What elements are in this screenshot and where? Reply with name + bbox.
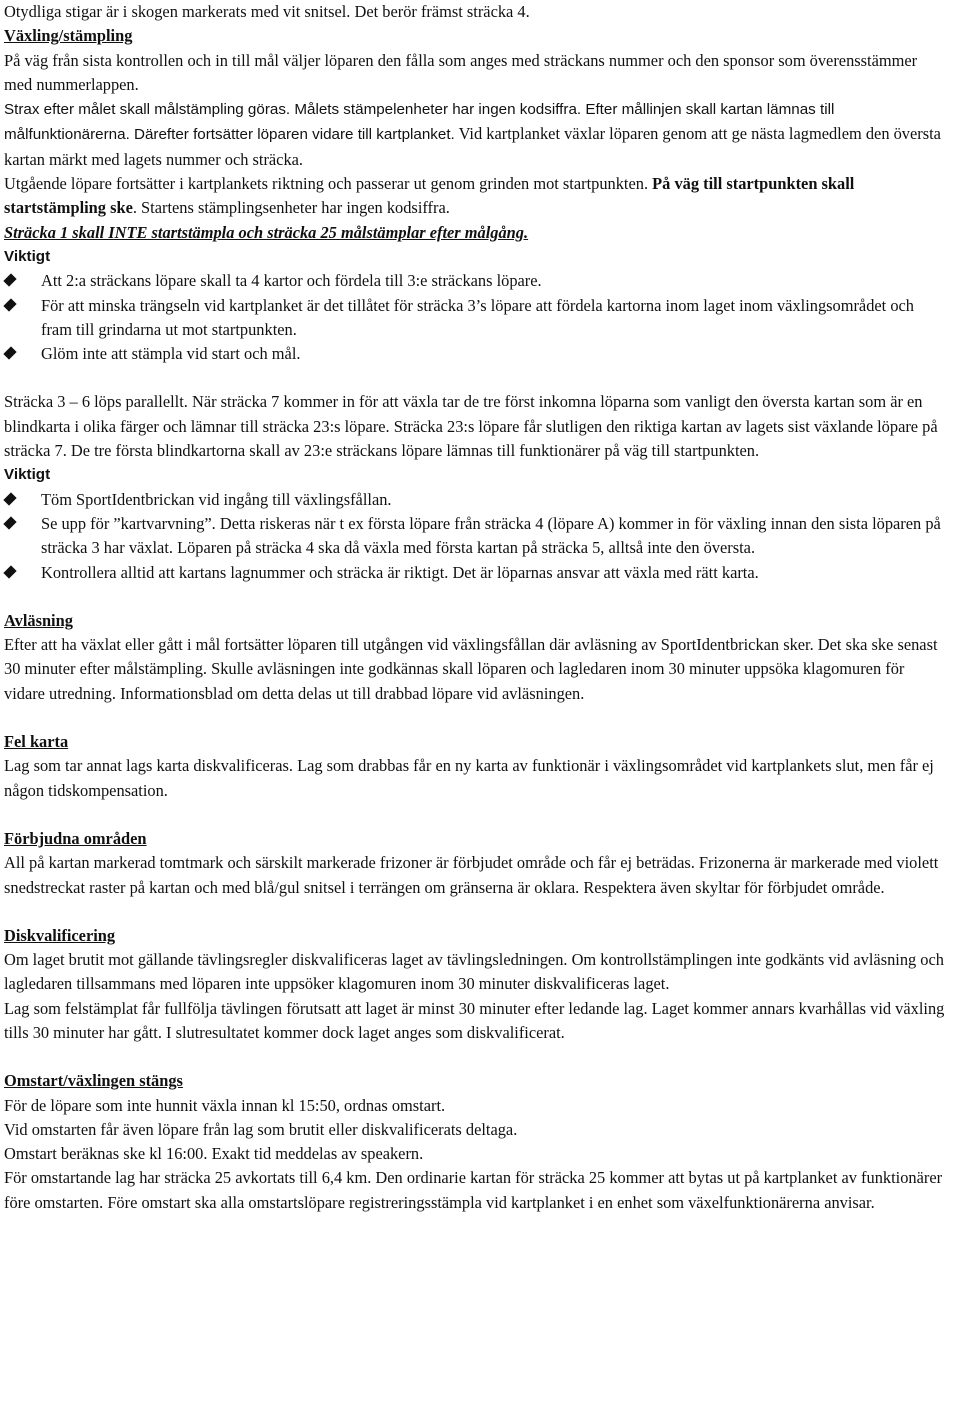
viktigt-label-1: Viktigt [4,247,51,265]
utgaende-paragraph [4,172,948,221]
parallel-paragraph: Sträcka 3 – 6 löps parallellt. När sträcka 7 kommer in för att växla tar de tre först inkomna löparna som vanligt den översta kartan som är en blindkarta i olika färger och lämnar till sträcka 23:s löpare. Sträcka 23:s löpare får slutligen den riktiga kartan av lagets sist växlande löpare på sträcka 7. De tre första blindkartorna skall av 23:e sträckans löpare lämnas till funktionärer på väg till startpunkten. [4,392,938,461]
list-item: För att minska trängseln vid kartplanket är det tillåtet för sträcka 3’s löpare att fördela kartorna inom laget inom växlingsområdet och fram till grindarna ut mot startpunkten. [4,294,948,343]
kartplanket-text: Vid kartplanket växlar löparen genom att ge nästa lagmedlem den översta kartan märkt med lagets nummer och sträcka. [4,124,941,169]
spacer [4,1045,948,1069]
avlasning-heading: Avläsning [4,610,73,630]
list-item: Töm SportIdentbrickan vid ingång till växlingsfållan. [4,488,948,512]
spacer [4,366,948,390]
forbjudna-heading: Förbjudna områden [4,828,147,848]
list-item: Att 2:a sträckans löpare skall ta 4 kartor och fördela till 3:e sträckans löpare. [4,269,948,293]
vaxling-intro: På väg från sista kontrollen och in till mål väljer löparen den fålla som anges med sträckans nummer och den sponsor som överensstämmer med nummerlappen. [4,50,918,94]
spacer [4,706,948,730]
diskvalificering-heading: Diskvalificering [4,925,116,945]
viktigt-label-2: Viktigt [4,466,51,484]
diamond-bullet-icon [3,347,16,360]
diamond-bullet-icon [3,274,16,287]
malstampling-paragraph [4,97,948,172]
omstart-line: Vid omstarten får även löpare från lag som brutit eller diskvalificerats deltaga. [4,1119,518,1139]
omstart-line: För de löpare som inte hunnit växla innan kl 15:50, ordnas omstart. [4,1095,446,1115]
diamond-bullet-icon [3,492,16,505]
spacer [4,803,948,827]
avlasning-text: Efter att ha växlat eller gått i mål fortsätter löparen till utgången vid växlingsfållan där avläsning av SportIdentbrickan sker. Det ska ske senast 30 minuter efter målstämpling. Skulle avläsningen inte godkännas skall löparen och lagledaren inom 30 minuter uppsöka klagomuren för vidare utredning. Informationsblad om detta delas ut till drabbad löpare vid avläsningen. [4,635,938,703]
stracka-note: Sträcka 1 skall INTE startstämpla och sträcka 25 målstämplar efter målgång. [4,222,529,242]
diamond-bullet-icon [3,565,16,578]
spacer [4,585,948,609]
diamond-bullet-icon [3,516,16,529]
startens-text: . Startens stämplingsenheter har ingen kodsiffra. [132,198,450,218]
malstampling-text: Strax efter målet skall målstämpling göras. Målets stämpelenheter har ingen kodsiffra. Efter mållinjen skall kartan lämnas till målfunktionärerna. Därefter fortsätter löparen vidare till kartplanket. [4,101,835,144]
snitsel-note: Otydliga stigar är i skogen markerats med vit snitsel. Det berör främst sträcka 4. [4,2,530,21]
utgaende-text: Utgående löpare fortsätter i kartplankets riktning och passerar ut genom grinden mot startpunkten. [4,174,653,194]
list-item: Glöm inte att stämpla vid start och mål. [4,342,948,366]
diskvalificering-text-1: Om laget brutit mot gällande tävlingsregler diskvalificeras laget av tävlingsledningen. Om kontrollstämplingen inte godkänts vid avläsning och lagledaren tillsammans med löparen inte uppsöker klagomuren inom 30 minuter diskvalificeras laget. [4,950,944,994]
forbjudna-text: All på kartan markerad tomtmark och särskilt markerade frizoner är förbjudet område och får ej beträdas. Frizonerna är markerade med violett snedstreckat raster på kartan och med blå/gul snitsel i terrängen om gränserna är oklara. Respektera även skyltar för förbjudet område. [4,853,939,897]
viktigt-list-2 [4,488,948,585]
diamond-bullet-icon [3,298,16,311]
fel-karta-text: Lag som tar annat lags karta diskvalificeras. Lag som drabbas får en ny karta av funktionär i växlingsområdet vid kartplankets slut, men får ej någon tidskompensation. [4,756,934,800]
fel-karta-heading: Fel karta [4,732,69,752]
spacer [4,900,948,924]
startstampling-bold: På väg till startpunkten skall startstämpling ske [4,174,855,218]
diskvalificering-text-2: Lag som felstämplat får fullfölja tävlingen förutsatt att laget är minst 30 minuter efter ledande lag. Laget kommer annars kvarhållas vid växling tills 30 minuter har gått. I slutresultatet kommer dock laget anges som diskvalificerat. [4,998,945,1042]
omstart-line: För omstartande lag har sträcka 25 avkortats till 6,4 km. Den ordinarie kartan för sträcka 25 kommer att bytas ut på kartplanket av funktionärer före omstarten. Före omstart ska alla omstartslöpare registreringsstämpla vid kartplanket i en enhet som växelfunktionärerna anvisar. [4,1168,943,1212]
viktigt-list-1 [4,269,948,366]
omstart-line: Omstart beräknas ske kl 16:00. Exakt tid meddelas av speakern. [4,1144,424,1164]
vaxling-heading: Växling/stämpling [4,26,133,46]
list-item: Se upp för ”kartvarvning”. Detta riskeras när t ex första löpare från sträcka 4 (löpare A) kommer in för växling innan den sista löparen på sträcka 3 har växlat. Löparen på sträcka 4 ska då växla med första kartan på sträcka 5, alltså inte den översta. [4,512,948,561]
list-item: Kontrollera alltid att kartans lagnummer och sträcka är riktigt. Det är löparnas ansvar att växla med rätt karta. [4,561,948,585]
omstart-heading: Omstart/växlingen stängs [4,1071,183,1091]
